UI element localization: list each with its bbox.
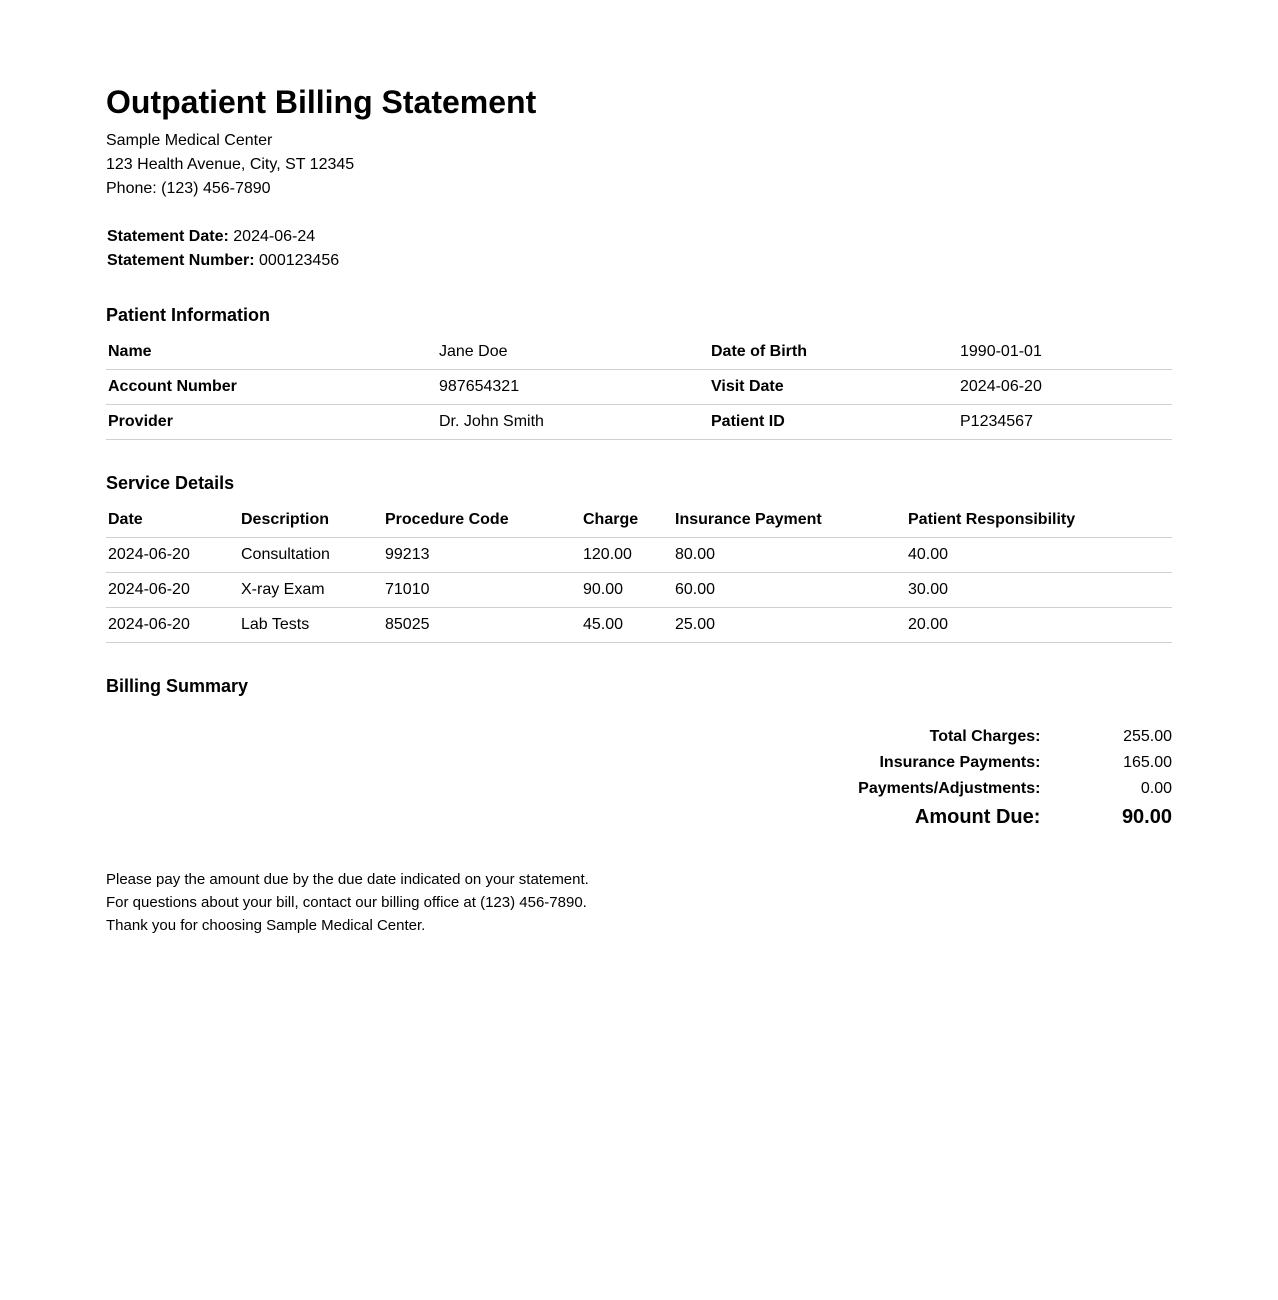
statement-number-value: 000123456 [259, 252, 340, 269]
provider-label: Provider [106, 405, 437, 440]
patient-id-label: Patient ID [709, 405, 958, 440]
footer-line-payment: Please pay the amount due by the due date indicated on your statement. [106, 871, 589, 888]
page-title: Outpatient Billing Statement [106, 84, 537, 120]
total-charges-label: Total Charges: [929, 728, 1041, 745]
statement-date-value: 2024-06-24 [233, 228, 316, 245]
total-charges-value: 255.00 [1123, 728, 1172, 745]
insurance-payments-row [572, 752, 1172, 778]
table-row [106, 538, 1172, 573]
table-row [106, 573, 1172, 608]
dob-label: Date of Birth [709, 335, 958, 370]
table-row [106, 405, 1172, 440]
account-number-label: Account Number [106, 370, 437, 405]
provider-value: Dr. John Smith [437, 405, 709, 440]
column-header-charge: Charge [581, 503, 673, 538]
patient-responsibility: 20.00 [906, 608, 1172, 643]
service-date: 2024-06-20 [106, 573, 239, 608]
footer-line-contact: For questions about your bill, contact our billing office at (123) 456-7890. [106, 894, 587, 911]
insurance-payment: 80.00 [673, 538, 906, 573]
footer-line-thanks: Thank you for choosing Sample Medical Center. [106, 917, 426, 934]
statement-number [107, 249, 339, 273]
procedure-code: 71010 [383, 573, 581, 608]
charge: 120.00 [581, 538, 673, 573]
statement-number-label: Statement Number: [107, 252, 255, 269]
billing-summary-heading: Billing Summary [106, 676, 249, 696]
visit-date-label: Visit Date [709, 370, 958, 405]
patient-responsibility: 30.00 [906, 573, 1172, 608]
facility-address-block [106, 129, 354, 201]
dob-value: 1990-01-01 [958, 335, 1172, 370]
amount-due-value: 90.00 [1121, 806, 1172, 828]
statement-date-label: Statement Date: [107, 228, 229, 245]
insurance-payment: 60.00 [673, 573, 906, 608]
column-header-description: Description [239, 503, 383, 538]
adjustments-value: 0.00 [1140, 780, 1172, 797]
procedure-code: 85025 [383, 608, 581, 643]
service-details-table [106, 503, 1172, 643]
column-header-patient-responsibility: Patient Responsibility [906, 503, 1172, 538]
insurance-payments-label: Insurance Payments: [879, 754, 1041, 771]
amount-due-label: Amount Due: [914, 806, 1041, 828]
patient-name-label: Name [106, 335, 437, 370]
footer-notes [106, 868, 589, 937]
column-header-procedure-code: Procedure Code [383, 503, 581, 538]
facility-name: Sample Medical Center [106, 132, 273, 149]
insurance-payment: 25.00 [673, 608, 906, 643]
service-description: Lab Tests [239, 608, 383, 643]
patient-responsibility: 40.00 [906, 538, 1172, 573]
table-row [106, 335, 1172, 370]
adjustments-row [572, 778, 1172, 804]
table-header-row [106, 503, 1172, 538]
column-header-insurance-payment: Insurance Payment [673, 503, 906, 538]
insurance-payments-value: 165.00 [1123, 754, 1172, 771]
service-date: 2024-06-20 [106, 608, 239, 643]
charge: 90.00 [581, 573, 673, 608]
charge: 45.00 [581, 608, 673, 643]
account-number-value: 987654321 [437, 370, 709, 405]
service-date: 2024-06-20 [106, 538, 239, 573]
patient-name-value: Jane Doe [437, 335, 709, 370]
patient-info-heading: Patient Information [106, 305, 271, 325]
table-row [106, 370, 1172, 405]
patient-id-value: P1234567 [958, 405, 1172, 440]
service-details-heading: Service Details [106, 473, 235, 493]
adjustments-label: Payments/Adjustments: [858, 780, 1041, 797]
table-row [106, 608, 1172, 643]
visit-date-value: 2024-06-20 [958, 370, 1172, 405]
statement-meta [107, 225, 339, 273]
facility-phone: Phone: (123) 456-7890 [106, 180, 271, 197]
billing-summary [572, 726, 1172, 832]
procedure-code: 99213 [383, 538, 581, 573]
patient-info-table [106, 335, 1172, 440]
service-description: Consultation [239, 538, 383, 573]
column-header-date: Date [106, 503, 239, 538]
total-charges-row [572, 726, 1172, 752]
facility-address: 123 Health Avenue, City, ST 12345 [106, 156, 355, 173]
statement-date [107, 225, 339, 249]
service-description: X-ray Exam [239, 573, 383, 608]
amount-due-row [572, 802, 1172, 832]
